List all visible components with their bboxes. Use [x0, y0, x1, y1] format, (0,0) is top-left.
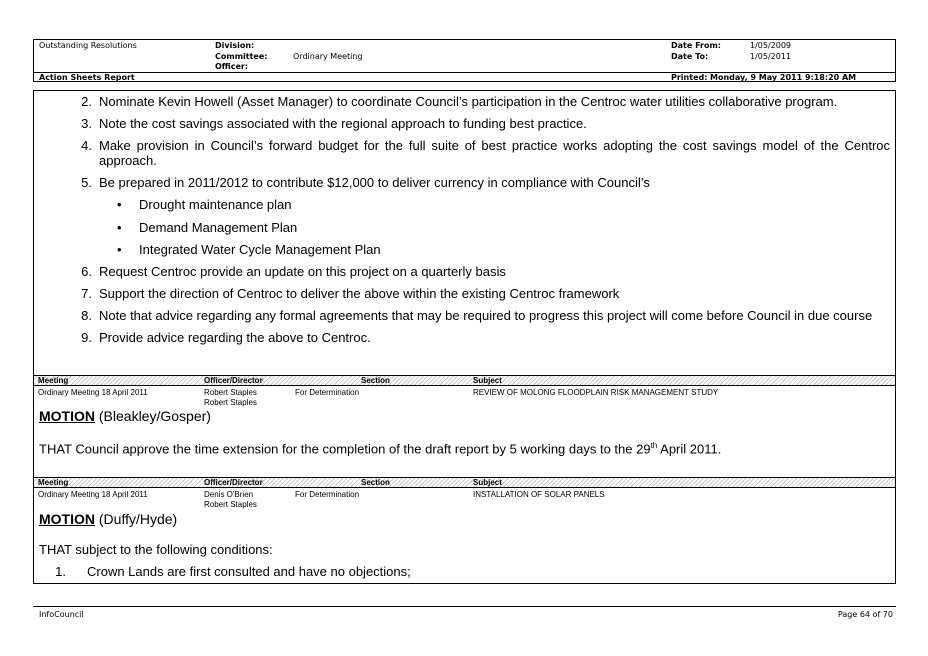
resolution-text [39, 438, 721, 456]
report-name: Outstanding Resolutions [39, 41, 137, 50]
col-meeting: Meeting [38, 376, 69, 385]
director-value: Robert Staples [204, 398, 257, 407]
item-number: 5. [81, 175, 92, 190]
footer-brand: InfoCouncil [39, 610, 84, 619]
resolution-end: April 2011. [657, 441, 722, 457]
bullet-item: Integrated Water Cycle Management Plan [139, 242, 381, 257]
resolution-intro: THAT subject to the following conditions: [39, 542, 273, 557]
officer-value: Robert Staples [204, 388, 257, 397]
date-to-label: Date To: [671, 52, 709, 61]
item-text: Note that advice regarding any formal agreements that may be required to progress this project will come before Council in due course [99, 308, 873, 323]
bullet-item: Drought maintenance plan [139, 197, 292, 212]
bullet-glyph: • [117, 197, 122, 212]
officer-label: Officer: [215, 62, 249, 71]
motion-movers: (Duffy/Hyde) [95, 511, 178, 527]
date-to-value: 1/05/2011 [750, 52, 792, 61]
condition-number: 1. [55, 564, 66, 579]
item-number: 2. [81, 94, 92, 109]
col-subject: Subject [473, 478, 502, 487]
col-officer: Officer/Director [204, 478, 263, 487]
meeting-header-bar [34, 477, 895, 488]
bullet-item: Demand Management Plan [139, 220, 298, 235]
page-number: Page 64 of 70 [837, 610, 893, 619]
section-value: For Determination [295, 388, 360, 397]
meeting-value: Ordinary Meeting 18 April 2011 [38, 388, 148, 397]
bullet-glyph: • [117, 242, 122, 257]
motion-heading [39, 408, 211, 424]
report-header [33, 39, 896, 82]
col-section: Section [361, 376, 390, 385]
report-title: Action Sheets Report [39, 73, 135, 82]
resolution-sup: th [650, 441, 658, 450]
item-number: 9. [81, 330, 92, 345]
item-text: Note the cost savings associated with the regional approach to funding best practice. [99, 116, 587, 131]
section-value: For Determination [295, 490, 360, 499]
item-text: Make provision in Council’s forward budget for the full suite of best practice works adopting the cost savings model of the Centroc [99, 138, 890, 153]
content-box [33, 90, 896, 584]
bullet-glyph: • [117, 220, 122, 235]
printed-label: Printed: [671, 73, 708, 82]
item-number: 7. [81, 286, 92, 301]
motion-word: MOTION [39, 511, 95, 527]
footer-divider [33, 606, 896, 607]
item-text: Request Centroc provide an update on this project on a quarterly basis [99, 264, 506, 279]
division-label: Division: [215, 41, 255, 50]
motion-heading [39, 511, 177, 527]
committee-value: Ordinary Meeting [293, 52, 363, 61]
subject-value: REVIEW OF MOLONG FLOODPLAIN RISK MANAGEMENT STUDY [473, 388, 719, 397]
officer-value: Denis O'Brien [204, 490, 254, 499]
item-number: 3. [81, 116, 92, 131]
meeting-header-bar [34, 375, 895, 386]
director-value: Robert Staples [204, 500, 257, 509]
col-officer: Officer/Director [204, 376, 263, 385]
printed-value: Monday, 9 May 2011 9:18:20 AM [710, 73, 857, 82]
condition-text: Crown Lands are first consulted and have no objections; [87, 564, 411, 579]
committee-label: Committee: [215, 52, 268, 61]
subject-value: INSTALLATION OF SOLAR PANELS [473, 490, 605, 499]
item-text: Be prepared in 2011/2012 to contribute $12,000 to deliver currency in compliance with Council’s [99, 175, 650, 190]
motion-movers: (Bleakley/Gosper) [95, 408, 211, 424]
meeting-value: Ordinary Meeting 18 April 2011 [38, 490, 148, 499]
col-section: Section [361, 478, 390, 487]
item-text: Nominate Kevin Howell (Asset Manager) to coordinate Council’s participation in the Centroc water utilities collaborative program. [99, 94, 838, 109]
item-text: Support the direction of Centroc to deliver the above within the existing Centroc framework [99, 286, 620, 301]
item-text: Provide advice regarding the above to Centroc. [99, 330, 371, 345]
resolution-main: THAT Council approve the time extension for the completion of the draft report by 5 working days to the 29 [39, 441, 651, 457]
col-subject: Subject [473, 376, 502, 385]
col-meeting: Meeting [38, 478, 69, 487]
item-number: 4. [81, 138, 92, 153]
item-number: 8. [81, 308, 92, 323]
date-from-value: 1/05/2009 [750, 41, 792, 50]
motion-word: MOTION [39, 408, 95, 424]
item-number: 6. [81, 264, 92, 279]
item-text-continued: approach. [99, 153, 157, 168]
date-from-label: Date From: [671, 41, 722, 50]
